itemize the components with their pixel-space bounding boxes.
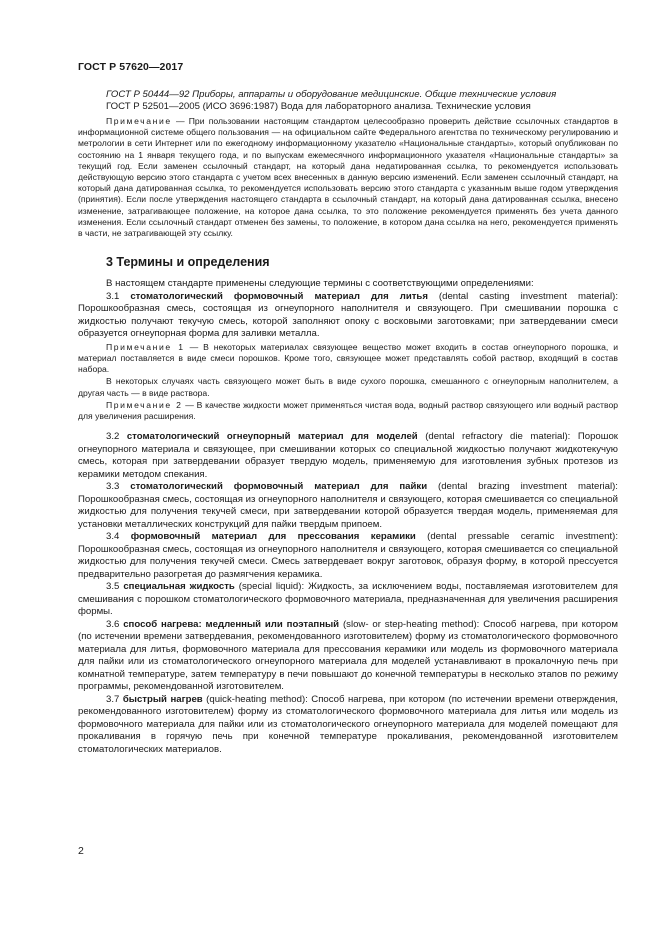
- term-note: Примечание 1 — В некоторых материалах связующее вещество может входить в состав огнеупорного порошка, и материал поставляется в виде смеси порошков. Кроме того, связующее может представлять собой раствор, входящий в состав набора.: [78, 341, 618, 375]
- term-3-6: 3.6 способ нагрева: медленный или поэтапный (slow- or step-heating method): Способ нагрева, при котором (по истечении времени затвердевания, рекомендованного изготовителем) форму из стоматологического формовочного материала для литья, формовочного материала для прессования керамики или модель из формовочного материала для пайки или из стоматологического огнеупорного материала для моделей устанавливают в прокалочную печь при комнатной температуре, затем температуру в печи повышают до конечной температуры в несколько этапов по режиму программы, рекомендованной изготовителем.: [78, 618, 618, 693]
- term-title: стоматологический огнеупорный материал для моделей: [126, 431, 418, 443]
- section-intro: В настоящем стандарте применены следующие термины с соответствующими определениями:: [106, 278, 534, 290]
- term-title: специальная жидкость: [123, 581, 235, 593]
- note-text: — При пользовании настоящим стандартом целесообразно проверить действие ссылочных стандартов в информационной системе общего пользования — на официальном сайте Федерального агентства по техническому регулированию и метрологии в сети Интернет или по ежегодному информационному указателю «Национальные стандарты», который опубликован по состоянию на 1 января текущего года, и по выпускам ежемесячного информационного указателя «Национальные стандарты» за текущий год. Если заменен ссылочный стандарт, на который дана недатированная ссылка, то рекомендуется использовать действующую версию этого стандарта с учетом всех внесенных в данную версию изменений. Если заменен ссылочный стандарт, на который дана датированная ссылка, то рекомендуется использовать версию этого стандарта с указанным выше годом утверждения (принятия). Если после утверждения настоящего стандарта в ссылочный стандарт, на который дана датированная ссылка, внесено изменение, затрагивающее положение, на которое дана ссылка, то это положение рекомендуется применять без учета данного изменения. Если ссылочный стандарт отменен без замены, то положение, в котором дана ссылка на него, рекомендуется применять в части, не затрагивающей эту ссылку.: [78, 116, 618, 239]
- term-3-7: 3.7 быстрый нагрев (quick-heating method): Способ нагрева, при котором (по истечении времени отверждения, рекомендованного изготовителем) форму из стоматологического формовочного материала для литья или модель из формовочного материала для пайки или из стоматологического огнеупорного материала для моделей помещают для прокаливания в горячую печь при конечной температуре прокаливания, рекомендованной изготовителем стоматологических материалов.: [78, 693, 618, 755]
- term-title: быстрый нагрев: [122, 693, 203, 705]
- term-note: В некоторых случаях часть связующего может быть в виде сухого порошка, смешанного с огнеупорным наполнителем, а другая часть — в виде раствора.: [78, 376, 618, 398]
- page-content: [78, 89, 618, 756]
- reference-note: [78, 116, 618, 239]
- term-note: Примечание 2 — В качестве жидкости может применяться чистая вода, водный раствор связующего или водный раствор для увеличения расширения.: [78, 399, 619, 421]
- note-label: Примечание: [106, 116, 172, 126]
- term-title: стоматологический формовочный материал для литья: [130, 290, 428, 302]
- term-3-2: 3.2 стоматологический огнеупорный материал для моделей (dental refractory die material): Порошок огнеупорного материала и связующее, при смешивании которых со специальной жидкостью получают жидкотекучую смесь, которая при затвердевании образует твердую модель, применяемую для изготовления зубных протезов из керамики методом спекания.: [78, 431, 618, 480]
- term-3-3: 3.3 стоматологический формовочный материал для пайки (dental brazing investment material): Порошкообразная смесь, состоящая из огнеупорного наполнителя и связующего, которая смешивается со специальной жидкостью для получения текучей смеси, при затвердевании которой образуется твердая модель, применяемая для установки металлических конструкций для пайки твердым припоем.: [78, 481, 618, 530]
- page-number: 2: [78, 845, 84, 857]
- term-3-5: 3.5 специальная жидкость (special liquid): Жидкость, за исключением воды, поставляемая изготовителем для смешивания с порошком стоматологического формовочного материала, предназначенная для увеличения расширения формы.: [78, 581, 618, 618]
- term-title: стоматологический формовочный материал для пайки: [130, 481, 428, 493]
- term-title: способ нагрева: медленный или поэтапный: [123, 618, 340, 630]
- normative-reference: ГОСТ Р 50444—92 Приборы, аппараты и оборудование медицинские. Общие технические условия: [106, 89, 557, 100]
- term-3-1: 3.1 стоматологический формовочный материал для литья (dental casting investment material): Порошкообразная смесь, состоящая из огнеупорного наполнителя и связующего. При смешивании порошка с жидкостью получают текучую смесь, которой заполняют опоку с восковыми заготовками; при затвердевании смеси образуется огнеупорная форма для заливки металла.: [78, 290, 618, 340]
- term-title: формовочный материал для прессования керамики: [130, 531, 416, 543]
- section-heading: 3 Термины и определения: [106, 255, 270, 270]
- term-3-4: 3.4 формовочный материал для прессования керамики (dental pressable ceramic investment): Порошкообразная смесь, состоящая из огнеупорного наполнителя и связующего, которая смешивается со специальной жидкостью для получения текучей смеси. Смесь затвердевает вокруг заготовок, образуя форму, в которой прессуется предварительно разогретая до размягчения керамика.: [78, 531, 618, 580]
- document-header: ГОСТ Р 57620—2017: [78, 61, 184, 73]
- normative-reference: ГОСТ Р 52501—2005 (ИСО 3696:1987) Вода для лабораторного анализа. Технические условия: [106, 101, 531, 112]
